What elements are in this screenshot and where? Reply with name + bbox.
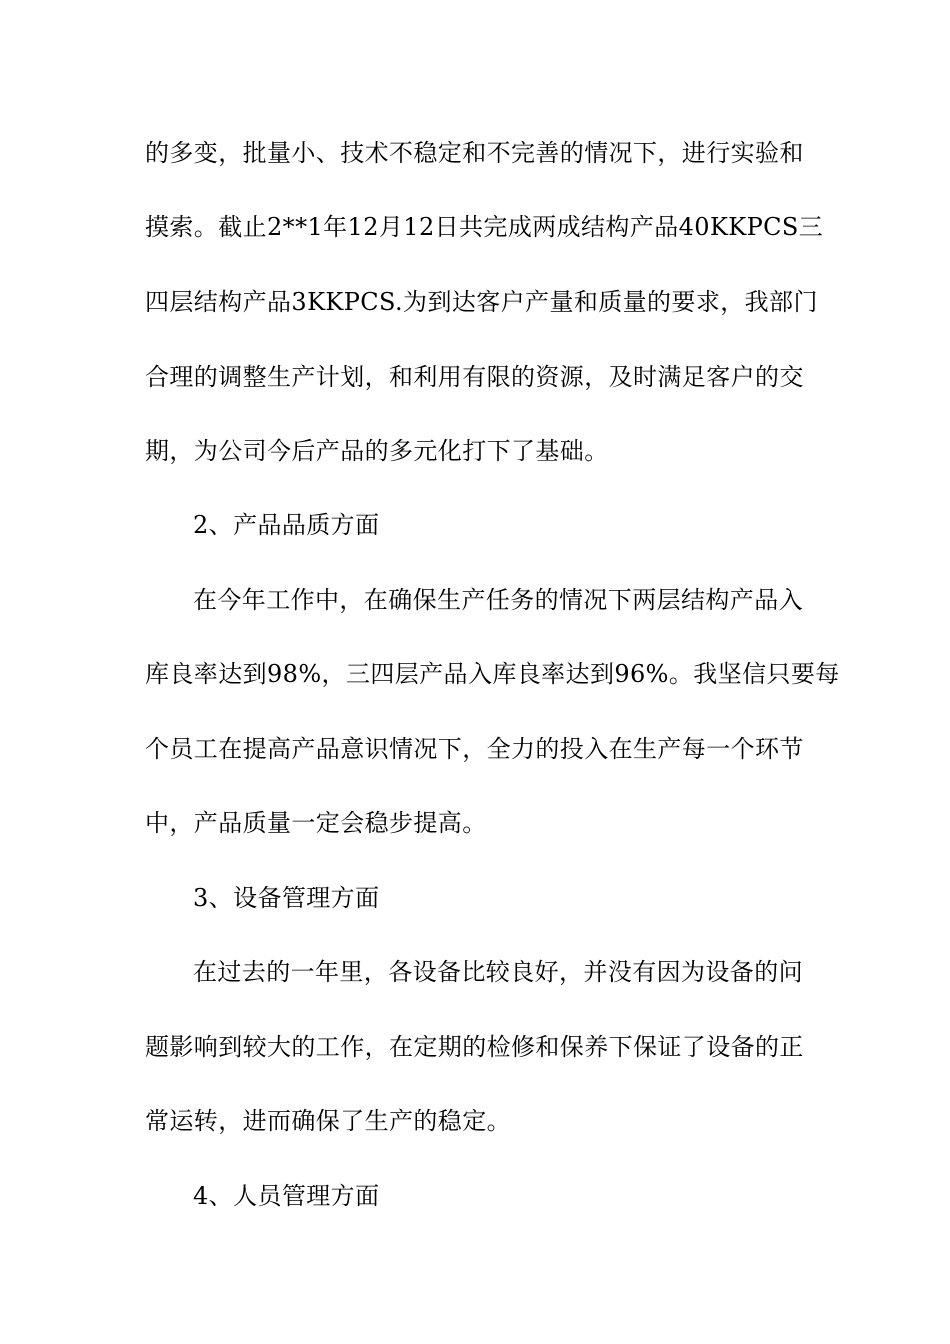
- paragraph-line: 个员工在提高产品意识情况下，全力的投入在生产每一个环节: [145, 735, 804, 763]
- paragraph-line: 中，产品质量一定会稳步提高。: [145, 809, 487, 837]
- paragraph-line: 期，为公司今后产品的多元化打下了基础。: [145, 437, 609, 465]
- paragraph-line: 库良率达到98%，三四层产品入库良率达到96%。我坚信只要每: [145, 660, 840, 688]
- paragraph-line: 常运转，进而确保了生产的稳定。: [145, 1107, 511, 1135]
- paragraph-line: 摸索。截止2**1年12月12日共完成两成结构产品40KKPCS三: [145, 213, 824, 241]
- section-heading: 4、人员管理方面: [193, 1182, 380, 1210]
- paragraph-line: 合理的调整生产计划，和利用有限的资源，及时满足客户的交: [145, 363, 804, 391]
- paragraph-line: 的多变，批量小、技术不稳定和不完善的情况下，进行实验和: [145, 139, 804, 167]
- section-heading: 2、产品品质方面: [193, 511, 380, 539]
- paragraph-line: 题影响到较大的工作，在定期的检修和保养下保证了设备的正: [145, 1033, 804, 1061]
- paragraph-line: 四层结构产品3KKPCS.为到达客户产量和质量的要求，我部门: [145, 288, 818, 316]
- paragraph-line: 在今年工作中，在确保生产任务的情况下两层结构产品入: [193, 586, 803, 614]
- section-heading: 3、设备管理方面: [193, 884, 380, 912]
- paragraph-line: 在过去的一年里，各设备比较良好，并没有因为设备的问: [193, 958, 803, 986]
